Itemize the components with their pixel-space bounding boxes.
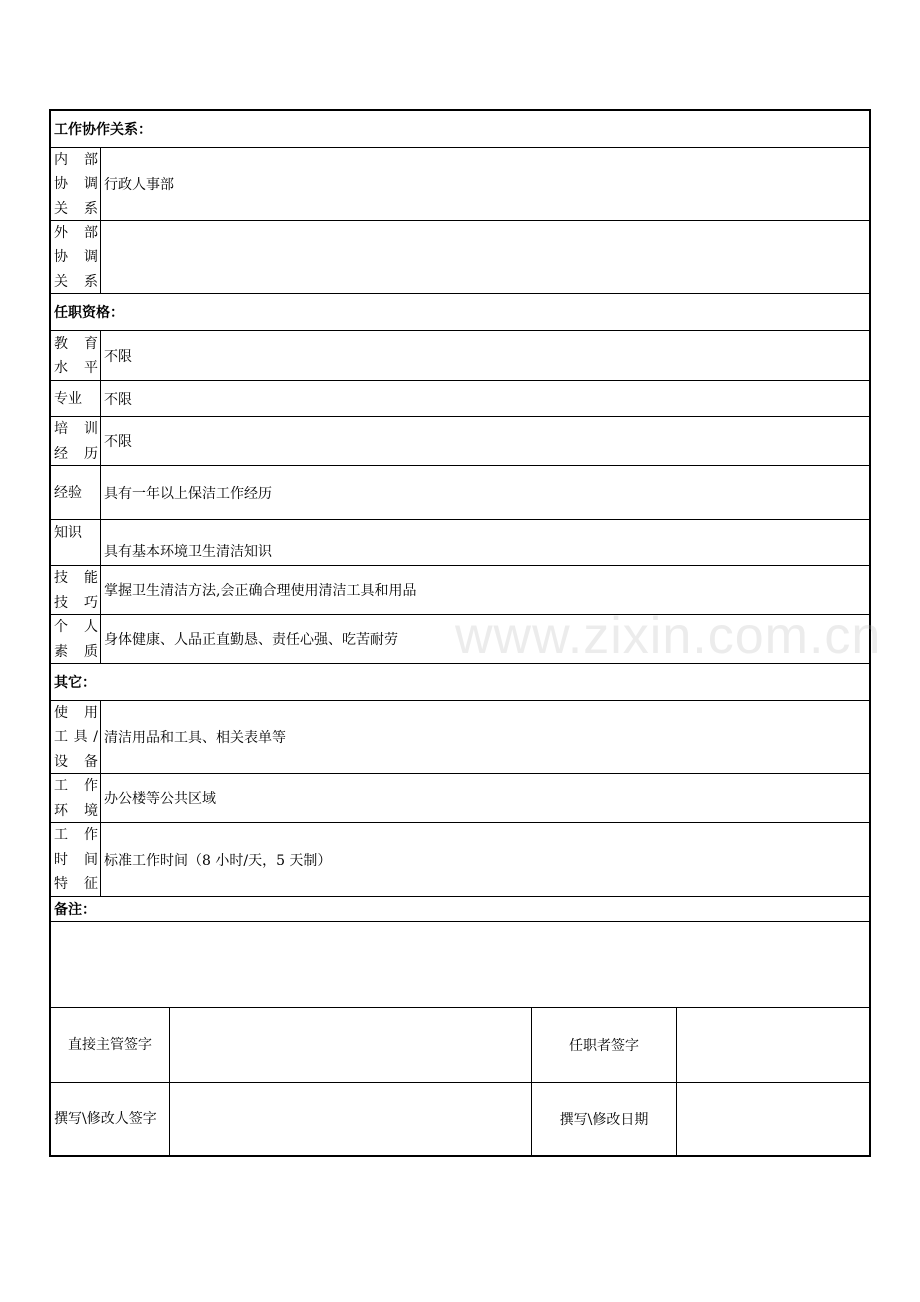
section-header-remarks [51,897,869,922]
table-row [51,381,869,417]
row-value: 具有基本环境卫生清洁知识 [104,544,272,560]
incumbent-signature-label: 任职者签字 [532,1008,677,1082]
signature-row [51,1008,869,1083]
section-title: 其它： [54,675,96,691]
row-label: 技 能 技巧 [51,566,101,614]
table-row [51,520,869,566]
edit-date-field[interactable] [677,1083,869,1155]
row-value: 不限 [104,434,132,450]
watermark: www.zixin.com.cn [455,607,882,665]
table-row [51,701,869,774]
row-label: 工 作 环境 [51,774,101,822]
row-label: 外 部 协 调 关系 [51,221,101,293]
table-row [51,466,869,520]
row-label: 使 用 工具/ 设备 [51,701,101,773]
row-value: 清洁用品和工具、相关表单等 [104,730,286,746]
row-value [101,221,869,293]
section-header-qualification [51,294,869,331]
row-label: 内 部 协 调 关系 [51,148,101,220]
row-value: 身体健康、人品正直勤恳、责任心强、吃苦耐劳 [104,632,398,648]
section-title: 工作协作关系： [54,122,152,138]
table-row [51,331,869,381]
row-value: 不限 [104,391,132,408]
signature-row [51,1083,869,1155]
incumbent-signature-field[interactable] [677,1008,869,1082]
row-label: 教 育 水平 [51,331,101,380]
row-value: 标准工作时间（8 小时/天，5 天制） [104,852,332,869]
supervisor-signature-field[interactable] [170,1008,532,1082]
section-title: 备注： [54,902,96,918]
section-header-collab [51,111,869,148]
row-label: 个 人 素质 [51,615,101,663]
section-header-other [51,664,869,701]
row-label: 培 训 经历 [51,417,101,465]
table-row [51,417,869,466]
remarks-area[interactable] [51,922,869,1008]
supervisor-signature-label: 直接主管签字 [51,1008,170,1082]
editor-signature-field[interactable] [170,1083,532,1155]
row-value: 具有一年以上保洁工作经历 [104,485,272,502]
row-value: 办公楼等公共区域 [104,791,216,807]
row-label: 专业 [51,381,101,416]
table-row [51,823,869,897]
table-row [51,148,869,221]
row-label: 经验 [51,466,101,519]
section-title: 任职资格： [54,305,124,321]
row-value: 行政人事部 [104,177,174,193]
edit-date-label: 撰写\修改日期 [532,1083,677,1155]
table-row [51,221,869,294]
table-row [51,774,869,823]
row-value: 掌握卫生清洁方法,会正确合理使用清洁工具和用品 [104,583,417,599]
row-value: 不限 [104,348,132,365]
row-label: 知识 [51,520,101,565]
editor-signature-label: 撰写\修改人签字 [51,1083,170,1155]
row-label: 工 作 时 间 特征 [51,823,101,896]
